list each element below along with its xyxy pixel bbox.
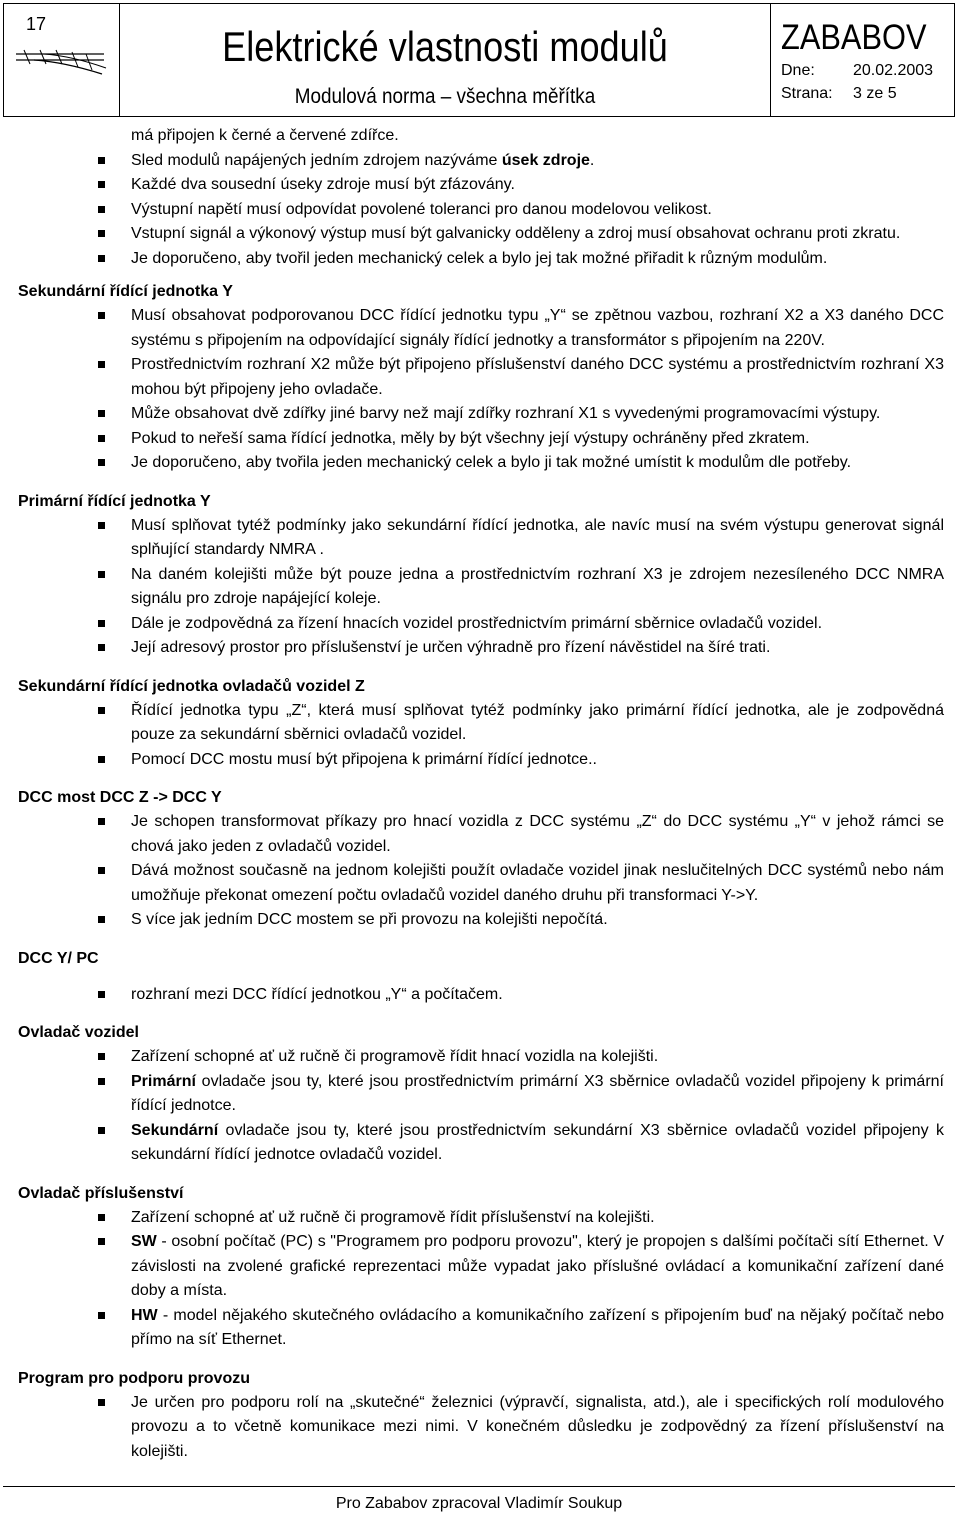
- section-heading: Ovladač vozidel: [18, 1024, 139, 1041]
- page-number: 17: [26, 14, 47, 34]
- section-list: [18, 304, 944, 476]
- section-dcc-pc: [18, 947, 944, 1008]
- list-item: Sekundární ovladače jsou ty, které jsou prostřednictvím sekundární X3 sběrnice ovladačů vozidel připojeny k sekundární řídící jednotce ovladačů vozidel.: [18, 1119, 944, 1168]
- section-heading: Program pro podporu provozu: [18, 1369, 250, 1387]
- list-item: Dává možnost současně na jednom kolejišti použít ovladače vozidel jinak neslučitelných DCC systémů nebo nám umožňuje překonat omezení počtu ovladačů vozidel daného druhu při transformaci Y->Y.: [18, 859, 944, 908]
- bullet-icon: [98, 571, 105, 578]
- list-item: S více jak jedním DCC mostem se při provozu na kolejišti nepočítá.: [18, 908, 944, 933]
- section-list: [18, 1206, 944, 1353]
- list-item: rozhraní mezi DCC řídící jednotkou „Y“ a počítačem.: [18, 983, 944, 1008]
- bullet-icon: [98, 916, 105, 923]
- section-program-pro-podporu: [18, 1367, 944, 1465]
- track-logo-icon: [14, 40, 109, 80]
- bullet-icon: [98, 1127, 105, 1134]
- document-title: Elektrické vlastnosti modulů: [222, 23, 668, 70]
- bullet-icon: [98, 644, 105, 651]
- bullet-icon: [98, 522, 105, 529]
- bullet-icon: [98, 459, 105, 466]
- list-item: Pomocí DCC mostu musí být připojena k primární řídící jednotce..: [18, 748, 944, 773]
- bullet-icon: [98, 435, 105, 442]
- section-sekundarni-ridici-jednotka: [18, 280, 944, 476]
- list-item: Je doporučeno, aby tvořil jeden mechanický celek a bylo jej tak možné přiřadit k různým modulům.: [18, 247, 944, 272]
- bullet-icon: [98, 157, 105, 164]
- list-item: HW - model nějakého skutečného ovládacího a komunikačního zařízení s připojením buď na nějaký počítač nebo přímo na síť Ethernet.: [18, 1304, 944, 1353]
- bullet-icon: [98, 181, 105, 188]
- section-heading: Sekundární řídící jednotka Y: [18, 283, 233, 300]
- section-list: [18, 699, 944, 773]
- header-meta-box: [770, 4, 955, 116]
- list-item: Zařízení schopné ať už ručně či programově řídit příslušenství na kolejišti.: [18, 1206, 944, 1231]
- page-value: 3 ze 5: [853, 85, 897, 102]
- bullet-icon: [98, 312, 105, 319]
- section-list: [18, 983, 944, 1008]
- section-list: [18, 514, 944, 661]
- date-row: [781, 61, 933, 81]
- section-ridici-jednotka-ovladacu: [18, 675, 944, 773]
- section-ovladac-vozidel: [18, 1021, 944, 1168]
- list-item: Pokud to neřeší sama řídící jednotka, měly by být všechny její výstupy ochráněny před zkratem.: [18, 427, 944, 452]
- bullet-icon: [98, 818, 105, 825]
- section-list: [18, 810, 944, 933]
- section-dcc-most: [18, 786, 944, 933]
- list-item: Je doporučeno, aby tvořila jeden mechanický celek a bylo ji tak možné umístit k modulům dle potřeby.: [18, 451, 944, 476]
- list-item: Řídící jednotka typu „Z“, která musí splňovat tytéž podmínky jako primární řídící jednotka, ale je zodpovědná pouze za sekundární sběrnici ovladačů vozidel.: [18, 699, 944, 748]
- document-subtitle: Modulová norma – všechna měřítka: [294, 85, 596, 108]
- list-item: Sled modulů napájených jedním zdrojem nazýváme úsek zdroje.: [18, 149, 944, 174]
- bullet-icon: [98, 361, 105, 368]
- document-body: [18, 124, 944, 1464]
- intro-continuation: má připojen k černé a červené zdířce.: [131, 127, 399, 144]
- list-item: Výstupní napětí musí odpovídat povolené toleranci pro danou modelovou velikost.: [18, 198, 944, 223]
- list-item: Musí splňovat tytéž podmínky jako sekundární řídící jednotka, ale navíc musí na svém výstupu generovat signál splňující standardy NMRA .: [18, 514, 944, 563]
- section-heading: Ovladač příslušenství: [18, 1184, 184, 1202]
- bullet-icon: [98, 206, 105, 213]
- bullet-icon: [98, 255, 105, 262]
- bullet-icon: [98, 756, 105, 763]
- intro-list: [18, 149, 944, 272]
- bullet-icon: [98, 410, 105, 417]
- bullet-icon: [98, 1399, 105, 1406]
- list-item: Může obsahovat dvě zdířky jiné barvy než mají zdířky rozhraní X1 s vyvedenými programovacími výstupy.: [18, 402, 944, 427]
- list-item: Zařízení schopné ať už ručně či programově řídit hnací vozidla na kolejišti.: [18, 1045, 944, 1070]
- page-label: Strana:: [781, 85, 833, 102]
- section-heading: Primární řídící jednotka Y: [18, 492, 211, 510]
- bullet-icon: [98, 230, 105, 237]
- section-heading: DCC most DCC Z -> DCC Y: [18, 789, 222, 806]
- list-item: Prostřednictvím rozhraní X2 může být připojeno příslušenství daného DCC systému a prostřednictvím rozhraní X3 mohou být připojeny jeho ovladače.: [18, 353, 944, 402]
- section-primarni-ridici-jednotka: [18, 490, 944, 661]
- date-label: Dne:: [781, 62, 815, 79]
- list-item: Musí obsahovat podporovanou DCC řídící jednotku typu „Y“ se zpětnou vazbou, rozhraní X2 a X3 daného DCC systému s připojením na odpovídající signály řídící jednotky a transformátor s připojením na 220V.: [18, 304, 944, 353]
- list-item: Každé dva sousední úseky zdroje musí být zfázovány.: [18, 173, 944, 198]
- bullet-icon: [98, 1214, 105, 1221]
- footer-text: Pro Zababov zpracoval Vladimír Soukup: [335, 1495, 623, 1512]
- bullet-icon: [98, 1312, 105, 1319]
- page-header: [3, 3, 955, 117]
- list-item: Vstupní signál a výkonový výstup musí být galvanicky odděleny a zdroj musí obsahovat ochranu proti zkratu.: [18, 222, 944, 247]
- brand-name: ZABABOV: [781, 18, 927, 57]
- list-item: Je určen pro podporu rolí na „skutečné“ železnici (výpravčí, signalista, atd.), ale i specifických rolí modulového provozu a to včetně komunikace mezi nimi. V konečném důsledku je zodpovědný za řízení příslušenství na kolejišti.: [18, 1391, 944, 1465]
- section-heading: Sekundární řídící jednotka ovladačů vozidel Z: [18, 677, 365, 695]
- bullet-icon: [98, 1078, 105, 1085]
- bullet-icon: [98, 991, 105, 998]
- list-item: Dále je zodpovědná za řízení hnacích vozidel prostřednictvím primární sběrnice ovladačů vozidel.: [18, 612, 944, 637]
- section-heading: DCC Y/ PC: [18, 949, 99, 967]
- bullet-icon: [98, 707, 105, 714]
- list-item: Je schopen transformovat příkazy pro hnací vozidla z DCC systému „Z“ do DCC systému „Y“ v jehož rámci se chová jako jeden z ovladačů vozidel.: [18, 810, 944, 859]
- logo-box: [4, 4, 120, 116]
- section-list: [18, 1391, 944, 1465]
- page-footer: [3, 1486, 955, 1519]
- bullet-icon: [98, 620, 105, 627]
- list-item: Primární ovladače jsou ty, které jsou prostřednictvím primární X3 sběrnice ovladačů vozidel připojeny k primární řídící jednotce.: [18, 1070, 944, 1119]
- list-item: SW - osobní počítač (PC) s "Programem pro podporu provozu", který je propojen s dalšími počítači sítí Ethernet. V závislosti na zvolené grafické reprezentaci může vypadat jako příslušné ovládací a komunikační zařízení dané doby a místa.: [18, 1230, 944, 1304]
- list-item: Na daném kolejišti může být pouze jedna a prostřednictvím rozhraní X3 je zdrojem nezesíleného DCC NMRA signálu pro zdroje napájející koleje.: [18, 563, 944, 612]
- header-title-box: [120, 4, 770, 116]
- bullet-icon: [98, 1238, 105, 1245]
- date-value: 20.02.2003: [853, 62, 934, 79]
- list-item: Její adresový prostor pro příslušenství je určen výhradně pro řízení návěstidel na šíré trati.: [18, 636, 944, 661]
- section-ovladac-prislusenstvi: [18, 1182, 944, 1353]
- bullet-icon: [98, 1053, 105, 1060]
- page-row: [781, 84, 897, 104]
- bullet-icon: [98, 867, 105, 874]
- section-list: [18, 1045, 944, 1168]
